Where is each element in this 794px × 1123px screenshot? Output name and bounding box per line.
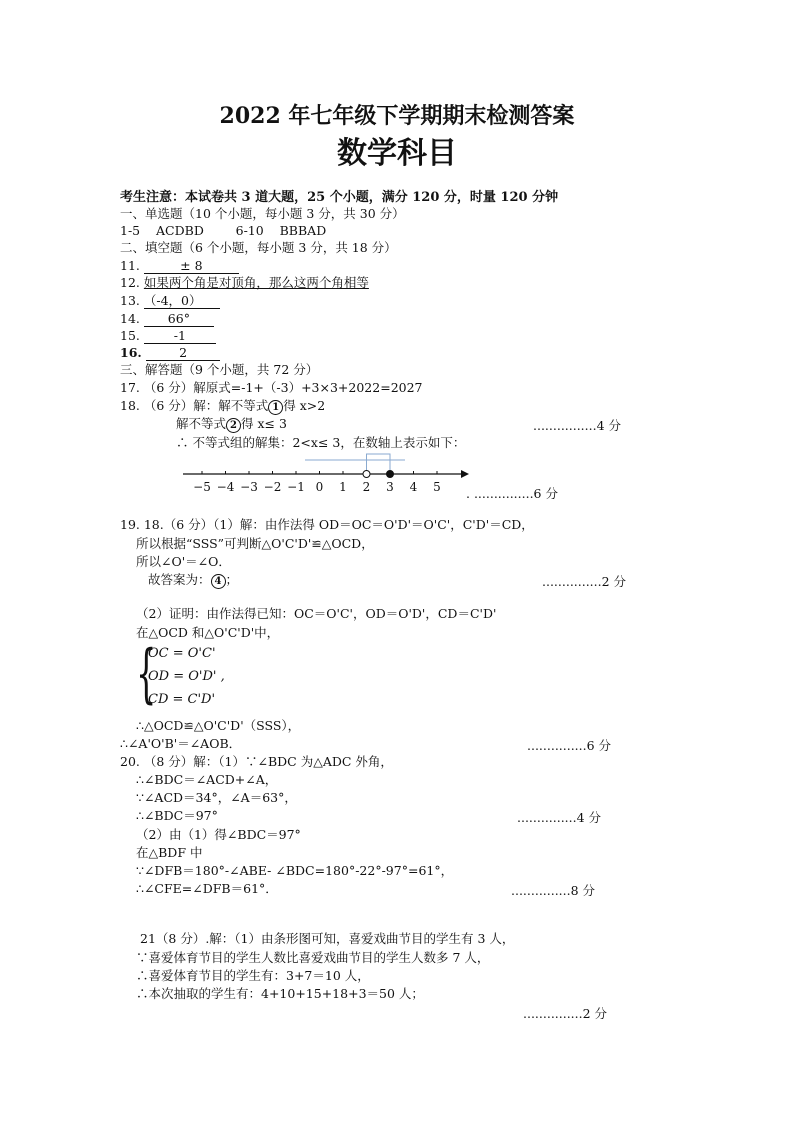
- item-number: 14.: [120, 311, 140, 326]
- q19-line4: [148, 572, 238, 589]
- q20-line4: ∴∠BDC＝97°: [136, 808, 218, 823]
- item-number: 13.: [120, 293, 140, 308]
- q21-line2: ∵喜爱体育节目的学生人数比喜爱戏曲节目的学生人数多 7 人，: [136, 950, 490, 965]
- fill-item-15: [120, 328, 216, 344]
- q21-line3: ∴喜爱体育节目的学生有：3+7＝10 人，: [136, 968, 370, 983]
- circled-number: 4: [211, 574, 226, 589]
- tick-label: −3: [240, 480, 258, 494]
- tick-label: −5: [193, 480, 211, 494]
- q21-score1: ...............2 分: [523, 1006, 608, 1021]
- axis-arrow: [461, 470, 469, 478]
- number-line: [175, 452, 475, 498]
- tick-label: −1: [287, 480, 305, 494]
- fill-item-12: [120, 275, 369, 291]
- section1-heading: 一、单选题（10 个小题，每小题 3 分，共 30 分）: [120, 206, 405, 221]
- subject-title: 数学科目: [337, 136, 457, 171]
- q19-line8: ∴∠A'O'B'＝∠AOB．: [120, 736, 242, 751]
- lower-bound-point: [363, 471, 370, 478]
- system-eq-2: OD = O'D' ,: [148, 669, 225, 684]
- q20-score1: ...............4 分: [517, 810, 602, 825]
- tick-label: 1: [339, 480, 347, 494]
- q20-line7: ∵∠DFB＝180°-∠ABE- ∠BDC=180°-22°-97°=61°，: [136, 863, 454, 878]
- q19-line7: ∴△OCD≌△O'C'D'（SSS），: [136, 718, 301, 733]
- q18-score1: ................4 分: [533, 418, 622, 433]
- item-answer: -1: [144, 329, 216, 344]
- q19-score1: ...............2 分: [542, 574, 627, 589]
- solution-range-bracket: [367, 454, 391, 474]
- fill-item-11: [120, 258, 239, 274]
- section1-answers: 1-5 ACDBD 6-10 BBBAD: [120, 223, 327, 238]
- q21-line4: ∴本次抽取的学生有：4+10+15+18+3＝50 人；: [136, 986, 424, 1001]
- item-answer: 66°: [144, 312, 214, 327]
- item-answer: 2: [146, 346, 220, 361]
- item-answer: （-4，0）: [144, 294, 220, 309]
- left-brace: {: [136, 637, 157, 711]
- q18-line1: [120, 398, 325, 415]
- q19-text: ；: [225, 572, 239, 587]
- q17-answer: 17. （6 分）解原式=-1+（-3）+3×3+2022=2027: [120, 380, 423, 395]
- q18-text: 得 x>2: [283, 398, 326, 413]
- item-number: 16.: [120, 345, 142, 360]
- q19-text: 故答案为：: [148, 572, 211, 587]
- q18-text: 解不等式: [176, 416, 227, 431]
- exam-notice: 考生注意：本试卷共 3 道大题，25 个小题，满分 120 分，时量 120 分钟: [120, 190, 559, 205]
- q18-text: 18. （6 分）解：解不等式: [120, 398, 269, 413]
- tick-label: −2: [263, 480, 282, 494]
- fill-item-14: [120, 311, 214, 327]
- system-eq-1: OC = O'C': [148, 646, 216, 661]
- q19-line5: （2）证明：由作法得已知：OC＝O'C'，OD＝O'D'，CD＝C'D': [136, 606, 497, 621]
- equation-system: [136, 637, 256, 712]
- tick-label: 2: [362, 480, 371, 494]
- section2-heading: 二、填空题（6 个小题，每小题 3 分，共 18 分）: [120, 240, 397, 255]
- q20-line1: 20. （8 分）解：（1）∵∠BDC 为△ADC 外角，: [120, 754, 393, 769]
- tick-label: −4: [216, 480, 235, 494]
- q19-line3: 所以∠O'＝∠O．: [136, 554, 231, 569]
- q20-score2: ...............8 分: [511, 883, 596, 898]
- item-number: 12.: [120, 275, 140, 290]
- q19-line6: 在△OCD 和△O'C'D'中，: [136, 625, 280, 640]
- q20-line6: 在△BDF 中: [136, 845, 203, 860]
- q20-line5: （2）由（1）得∠BDC＝97°: [136, 827, 301, 842]
- q20-line8: ∴∠CFE=∠DFB＝61°．: [136, 881, 278, 896]
- q18-score2: . ...............6 分: [466, 486, 558, 501]
- upper-bound-point: [387, 471, 394, 478]
- q18-text: 得 x≤ 3: [241, 416, 287, 431]
- section3-heading: 三、解答题（9 个小题，共 72 分）: [120, 362, 319, 377]
- tick-label: 3: [386, 480, 394, 494]
- q18-line3: ∴ 不等式组的解集：2<x≤ 3，在数轴上表示如下：: [176, 435, 466, 450]
- item-number: 11.: [120, 258, 140, 273]
- q19-score2: ...............6 分: [527, 738, 612, 753]
- q20-line2: ∴∠BDC＝∠ACD+∠A，: [136, 772, 278, 787]
- system-eq-3: CD = C'D': [148, 692, 216, 707]
- q20-line3: ∵∠ACD＝34°，∠A＝63°，: [136, 790, 297, 805]
- item-number: 15.: [120, 328, 140, 343]
- page-title: 2022 年七年级下学期期末检测答案: [219, 103, 575, 129]
- q21-line1: 21（8 分）.解：（1）由条形图可知，喜爱戏曲节目的学生有 3 人，: [140, 931, 515, 946]
- tick-label: 5: [433, 480, 441, 494]
- fill-item-13: [120, 293, 220, 309]
- q19-line1: 19. 18.（6 分）（1）解：由作法得 OD＝OC＝O'D'＝O'C'，C'D'＝CD，: [120, 517, 534, 532]
- q18-line2: [176, 416, 287, 433]
- circled-number: 1: [268, 400, 283, 415]
- circled-number: 2: [226, 418, 241, 433]
- item-answer: ± 8: [144, 259, 239, 274]
- tick-label: 4: [409, 480, 418, 494]
- tick-label: 0: [315, 480, 324, 494]
- item-answer: 如果两个角是对顶角，那么这两个角相等: [143, 275, 369, 290]
- fill-item-16: [120, 345, 220, 361]
- q19-line2: 所以根据“SSS”可判断△O'C'D'≌△OCD，: [136, 536, 374, 551]
